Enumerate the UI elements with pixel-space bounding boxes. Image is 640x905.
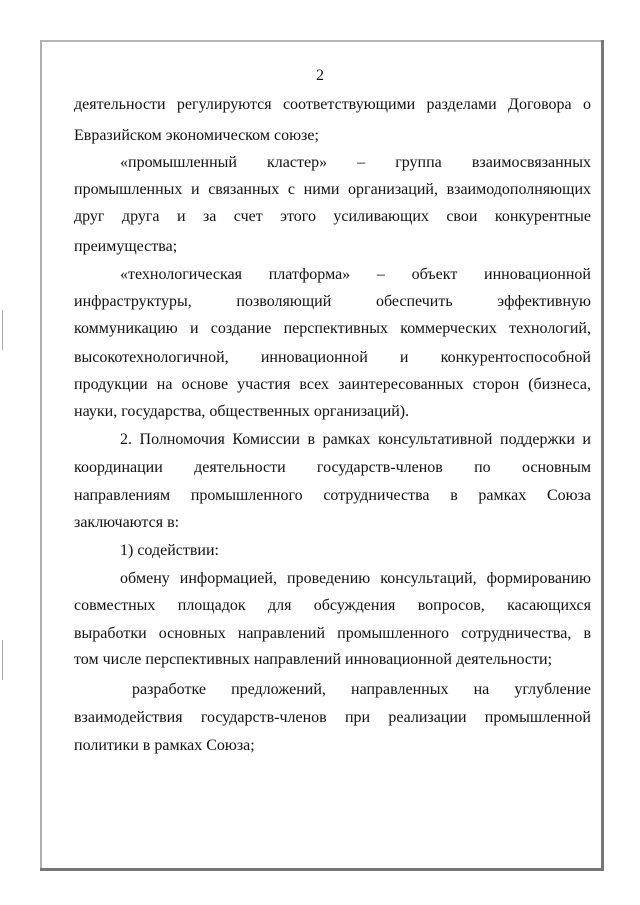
text-line: «технологическая платформа» – объект инновационной	[120, 266, 591, 283]
page-number: 2	[316, 67, 324, 84]
text-line: взаимодействия государств-членов при реализации промышленной	[74, 709, 591, 726]
scan-margin-mark	[2, 310, 3, 350]
page-frame-top	[40, 40, 604, 42]
text-line: направлениям промышленного сотрудничества в рамках Союза	[74, 487, 591, 504]
text-line: разработке предложений, направленных на углубление	[132, 681, 591, 698]
text-line: Евразийском экономическом союзе;	[74, 127, 319, 144]
text-line: продукции на основе участия всех заинтересованных сторон (бизнеса,	[74, 376, 591, 393]
text-line: обмену информацией, проведению консультаций, формированию	[120, 570, 591, 587]
text-line: преимущества;	[74, 238, 178, 255]
text-line: том числе перспективных направлений инновационной деятельности;	[74, 651, 553, 668]
text-line: инфраструктуры, позволяющий обеспечить эффективную	[74, 293, 591, 310]
text-line: науки, государства, общественных организаций).	[74, 403, 410, 420]
text-line: 1) содействии:	[120, 542, 219, 559]
text-line: деятельности регулируются соответствующими разделами Договора о	[74, 96, 591, 113]
text-line: промышленных и связанных с ними организаций, взаимодополняющих	[74, 181, 591, 198]
text-line: заключаются в:	[74, 514, 180, 531]
page-frame-right	[601, 40, 604, 870]
text-line: координации деятельности государств-членов по основным	[74, 459, 591, 476]
text-line: 2. Полномочия Комиссии в рамках консультативной поддержки и	[120, 431, 591, 448]
text-line: друг друга и за счет этого усиливающих свои конкурентные	[74, 208, 591, 225]
text-line: коммуникацию и создание перспективных коммерческих технологий,	[74, 320, 591, 337]
text-line: выработки основных направлений промышленного сотрудничества, в	[74, 625, 591, 642]
page-frame-bottom	[40, 868, 604, 871]
page-frame-left	[40, 40, 42, 870]
text-line: высокотехнологичной, инновационной и конкурентоспособной	[74, 349, 591, 366]
text-line: совместных площадок для обсуждения вопросов, касающихся	[74, 597, 591, 614]
text-line: политики в рамках Союза;	[74, 737, 255, 754]
text-line: «промышленный кластер» – группа взаимосвязанных	[120, 154, 591, 171]
scan-margin-mark	[2, 640, 3, 680]
